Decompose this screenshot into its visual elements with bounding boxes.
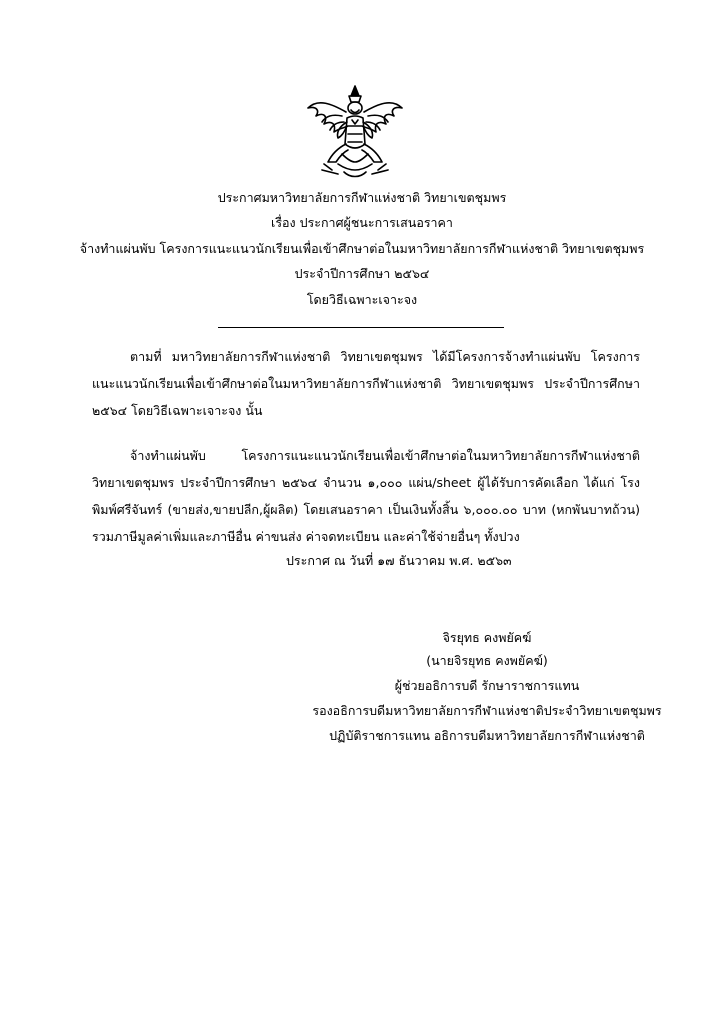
body-paragraph-1: ตามที่ มหาวิทยาลัยการกีฬาแห่งชาติ วิทยาเขตชุมพร ได้มีโครงการจ้างทำแผ่นพับ โครงการแนะแนวนักเรียนเพื่อเข้าศึกษาต่อในมหาวิทยาลัยการกีฬาแห่งชาติ วิทยาเขตชุมพร ประจำปีการศึกษา ๒๕๖๔ โดยวิธีเฉพาะเจาะจง นั้น bbox=[92, 349, 640, 418]
garuda-emblem-icon bbox=[302, 82, 408, 186]
announcement-subject: เรื่อง ประกาศผู้ชนะการเสนอราคา bbox=[271, 215, 453, 230]
project-title: จ้างทำแผ่นพับ โครงการแนะแนวนักเรียนเพื่อเข้าศึกษาต่อในมหาวิทยาลัยการกีฬาแห่งชาติ วิทยาเขตชุมพร bbox=[79, 241, 645, 256]
separator-line bbox=[218, 327, 504, 328]
signer-title-3: ปฏิบัติราชการแทน อธิการบดีมหาวิทยาลัยการกีฬาแห่งชาติ bbox=[329, 728, 645, 743]
announcement-heading: ประกาศมหาวิทยาลัยการกีฬาแห่งชาติ วิทยาเขตชุมพร bbox=[217, 190, 507, 205]
signer-printed-name: (นายจิรยุทธ คงพยัคฆ์) bbox=[426, 653, 548, 668]
signer-title-1: ผู้ช่วยอธิการบดี รักษาราชการแทน bbox=[394, 678, 580, 693]
announce-date: ประกาศ ณ วันที่ ๑๗ ธันวาคม พ.ศ. ๒๕๖๓ bbox=[286, 553, 512, 568]
body-paragraph-2: จ้างทำแผ่นพับ โครงการแนะแนวนักเรียนเพื่อเข้าศึกษาต่อในมหาวิทยาลัยการกีฬาแห่งชาติ วิทยาเขตชุมพร ประจำปีการศึกษา ๒๕๖๔ จำนวน ๑,๐๐๐ แผ่น/sheet ผู้ได้รับการคัดเลือก ได้แก่ โรงพิมพ์ศรีจันทร์ (ขายส่ง,ขายปลีก,ผู้ผลิต) โดยเสนอราคา เป็นเงินทั้งสิ้น ๖,๐๐๐.๐๐ บาท (หกพันบาทถ้วน) รวมภาษีมูลค่าเพิ่มและภาษีอื่น ค่าขนส่ง ค่าจดทะเบียน และค่าใช้จ่ายอื่นๆ ทั้งปวง bbox=[92, 448, 640, 544]
fiscal-year: ประจำปีการศึกษา ๒๕๖๔ bbox=[294, 266, 430, 281]
procurement-method: โดยวิธีเฉพาะเจาะจง bbox=[306, 292, 418, 307]
signer-title-2: รองอธิการบดีมหาวิทยาลัยการกีฬาแห่งชาติประจำวิทยาเขตชุมพร bbox=[312, 703, 662, 718]
signer-signature: จิรยุทธ คงพยัคฆ์ bbox=[442, 630, 532, 645]
